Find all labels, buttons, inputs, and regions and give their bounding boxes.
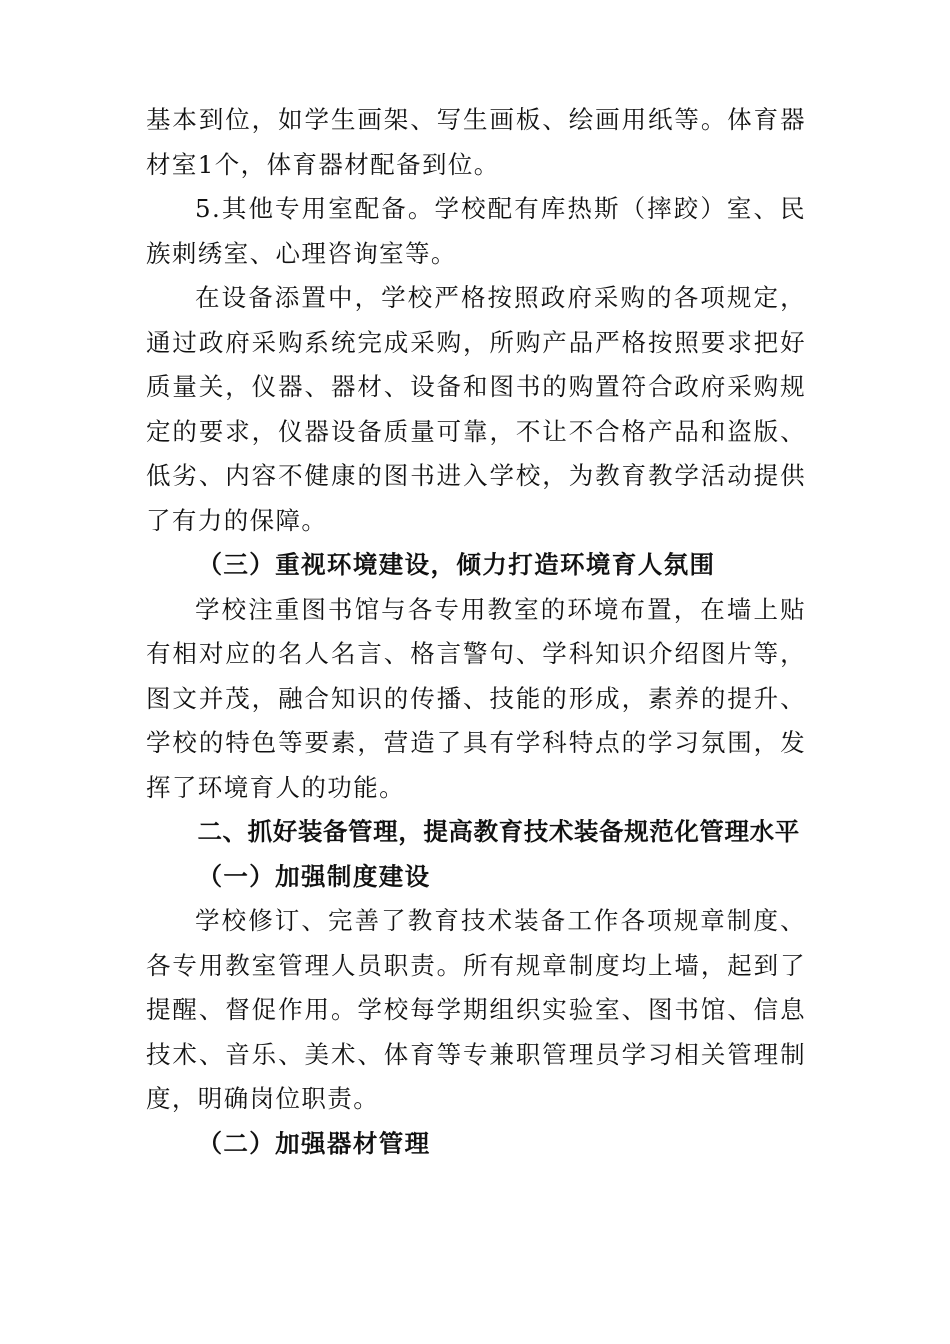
heading-equipment: （二）加强器材管理 [197,1128,431,1158]
heading-section-two: 二、抓好装备管理，提高教育技术装备规范化管理水平 [197,817,800,846]
paragraph-procurement: 在设备添置中，学校严格按照政府采购的各项规定，通过政府采购系统完成采购，所购产品严格按照要求把好质量关，仪器、器材、设备和图书的购置符合政府采购规定的要求，仪器设备质量可靠，不让不合格产品和盗版、低劣、内容不健康的图书进入学校，为教育教学活动提供了有力的保障。 [146,283,806,535]
heading-environment: （三）重视环境建设，倾力打造环境育人氛围 [197,550,716,579]
paragraph-environment: 学校注重图书馆与各专用教室的环境布置，在墙上贴有相对应的名人名言、格言警句、学科知识介绍图片等，图文并茂，融合知识的传播、技能的形成，素养的提升、学校的特色等要素，营造了具有学科特点的学习氛围，发挥了环境育人的功能。 [146,594,806,802]
paragraph-system: 学校修订、完善了教育技术装备工作各项规章制度、各专用教室管理人员职责。所有规章制度均上墙，起到了提醒、督促作用。学校每学期组织实验室、图书馆、信息技术、音乐、美术、体育等专兼职管理员学习相关管理制度，明确岗位职责。 [146,906,806,1113]
heading-system: （一）加强制度建设 [197,861,431,891]
paragraph-continuation: 基本到位，如学生画架、写生画板、绘画用纸等。体育器材室1个，体育器材配备到位。 [146,105,806,179]
document-body [146,98,806,1166]
paragraph-other-rooms: 5.其他专用室配备。学校配有库热斯（摔跤）室、民族刺绣室、心理咨询室等。 [146,194,806,268]
